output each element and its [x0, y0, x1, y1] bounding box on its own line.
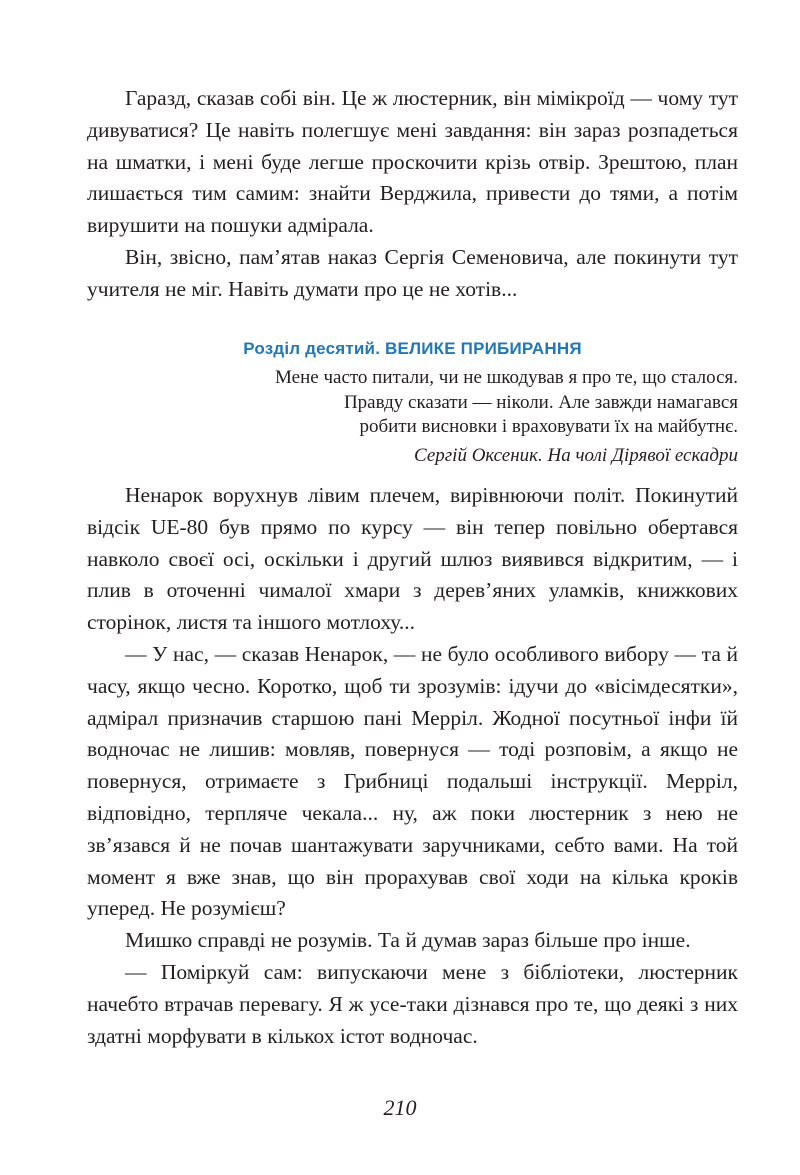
epigraph-line: Правду сказати — ніколи. Але завжди намагався	[343, 391, 738, 413]
paragraph: Він, звісно, пам’ятав наказ Сергія Семеновича, але покинути тут учителя не міг. Навіть думати про це не хотів...	[87, 244, 738, 301]
paragraph: — У нас, — сказав Ненарок, — не було особливого вибору — та й часу, якщо чесно. Коротко, щоб ти зрозумів: ідучи до «вісімдесятки», адмірал призначив старшою пані Мерріл. Жодної посутньої інфи їй водночас не лишив: мовляв, повернуся — тоді розповім, а якщо не повернуся, отримаєте з Грибниці подальші інструкції. Мерріл, відповідно, терпляче чекала... ну, аж поки люстерник з нею не зв’язався й не почав шантажувати заручниками, себто вами. На той момент я вже знав, що він прорахував свої ходи на кілька кроків уперед. Не розумієш?	[87, 641, 738, 921]
epigraph-line: робити висновки і враховувати їх на майбутнє.	[359, 416, 738, 437]
epigraph	[138, 366, 738, 468]
page-number: 210	[383, 1095, 417, 1120]
top-text-block	[87, 83, 738, 306]
paragraph: — Поміркуй сам: випускаючи мене з бібліотеки, люстерник начебто втрачав перевагу. Я ж усе-таки дізнався про те, що деякі з них здатні морфувати в кількох істот водночас.	[87, 959, 738, 1048]
body-text-block	[87, 480, 738, 1052]
paragraph: Мишко справді не розумів. Та й думав зараз більше про інше.	[125, 928, 691, 953]
epigraph-line: Мене часто питали, чи не шкодував я про те, що сталося.	[275, 367, 738, 388]
chapter-title: Розділ десятий. ВЕЛИКЕ ПРИБИРАННЯ	[243, 339, 582, 358]
paragraph: Ненарок ворухнув лівим плечем, вирівнюючи політ. Покинутий відсік UE-80 був прямо по курсу — він тепер повільно обертався навколо своєї осі, оскільки і другий шлюз виявився відкритим, — і плив в оточенні чималої хмари з дерев’яних уламків, книжкових сторінок, листя та іншого мотлоху...	[87, 483, 738, 635]
paragraph: Гаразд, сказав собі він. Це ж люстерник, він мімікроїд — чому тут дивуватися? Це навіть полегшує мені завдання: він зараз розпадеться на шматки, і мені буде легше проскочити крізь отвір. Зрештою, план лишається тим самим: знайти Верджила, привести до тями, а потім вирушити на пошуки адмірала.	[87, 86, 738, 238]
epigraph-attribution: Сергій Оксеник. На чолі Дірявої ескадри	[414, 444, 738, 466]
